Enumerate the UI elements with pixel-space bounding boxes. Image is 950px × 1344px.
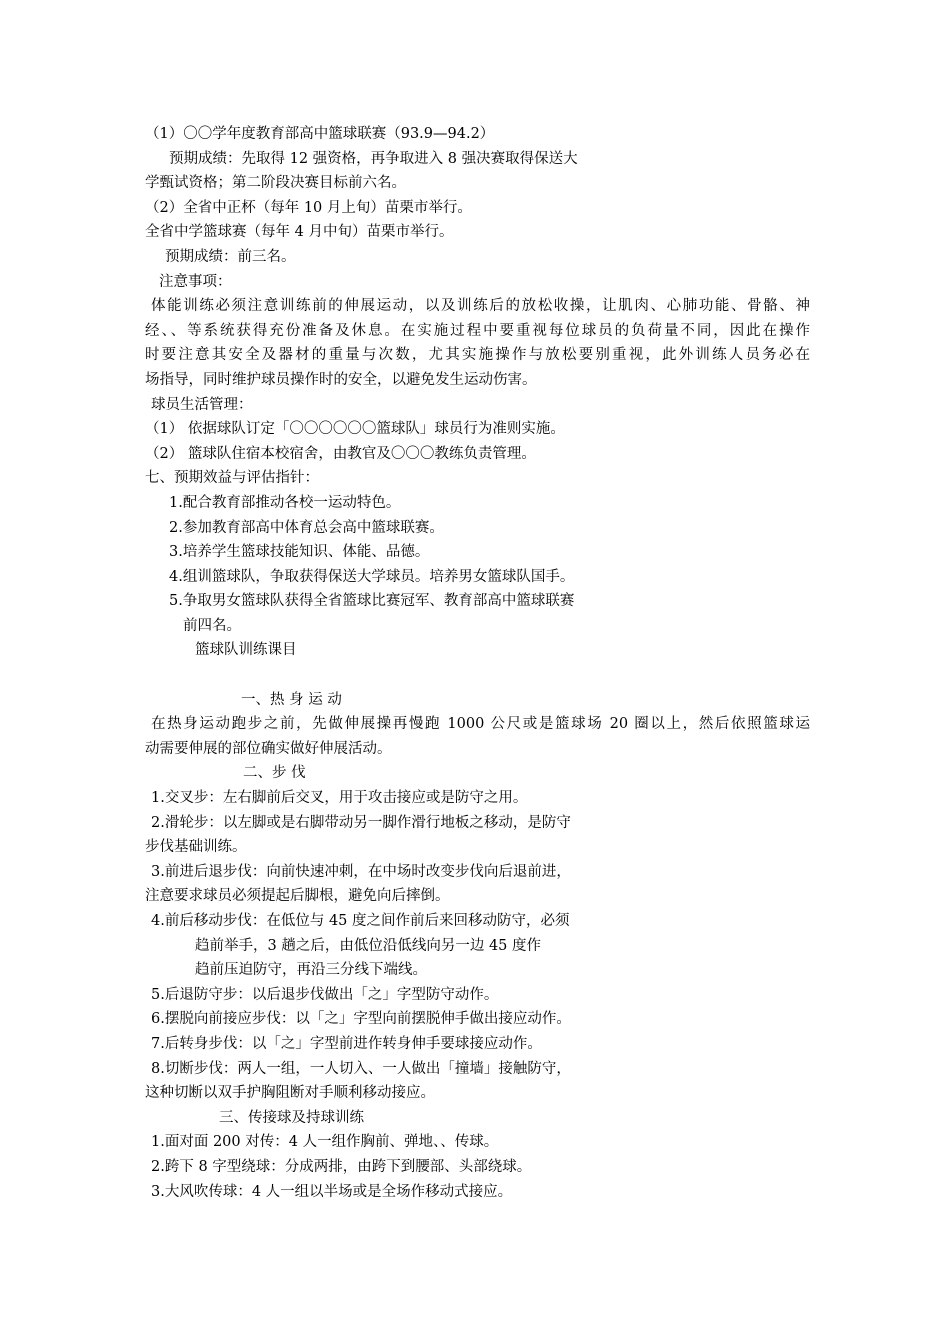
text-line: 经、、等系统获得充份准备及休息。在实施过程中要重视每位球员的负荷量不同，因此在操作 — [145, 322, 810, 339]
list-item: 5.争取男女篮球队获得全省篮球比赛冠军、教育部高中篮球联赛 — [169, 593, 575, 610]
list-item: 1.交叉步：左右脚前后交叉，用于攻击接应或是防守之用。 — [151, 790, 528, 807]
text-line: 步伐基础训练。 — [145, 839, 247, 856]
text-line: 在热身运动跑步之前，先做伸展操再慢跑 1000 公尺或是篮球场 20 圈以上，然后依照篮球运 — [151, 716, 810, 733]
text-line: 注意要求球员必须提起后脚根，避免向后摔倒。 — [145, 888, 450, 905]
list-item: 3.培养学生篮球技能知识、体能、品德。 — [169, 544, 430, 561]
section-heading: 二、步 伐 — [243, 765, 306, 782]
list-item: 1.面对面 200 对传：4 人一组作胸前、弹地、、传球。 — [151, 1134, 499, 1151]
list-item: 2.跨下 8 字型绕球：分成两排，由跨下到腰部、头部绕球。 — [151, 1158, 532, 1175]
list-item: 1.配合教育部推动各校一运动特色。 — [169, 494, 401, 511]
text-line: 趋前举手，3 趟之后，由低位沿低线向另一边 45 度作 — [195, 937, 542, 954]
text-line: （1） 依据球队订定「〇〇〇〇〇〇篮球队」球员行为准则实施。 — [145, 421, 565, 438]
list-item: 7.后转身步伐：以「之」字型前进作转身伸手要球接应动作。 — [151, 1035, 542, 1052]
list-item: 2.滑轮步：以左脚或是右脚带动另一脚作滑行地板之移动，是防守 — [151, 814, 571, 831]
text-line: 学甄试资格；第二阶段决赛目标前六名。 — [145, 175, 406, 192]
list-item: 2.参加教育部高中体育总会高中篮球联赛。 — [169, 519, 444, 536]
list-item: 3.大风吹传球：4 人一组以半场或是全场作移动式接应。 — [151, 1183, 513, 1200]
section-heading: 一、热 身 运 动 — [241, 691, 342, 708]
text-line: 体能训练必须注意训练前的伸展运动，以及训练后的放松收操，让肌肉、心肺功能、骨骼、神 — [151, 298, 810, 315]
text-line: 场指导，同时维护球员操作时的安全，以避免发生运动伤害。 — [145, 371, 537, 388]
text-line: 这种切断以双手护胸阻断对手顺利移动接应。 — [145, 1085, 435, 1102]
text-line: （1）〇〇学年度教育部高中篮球联赛（93.9—94.2） — [145, 126, 495, 142]
text-line: 趋前压迫防守，再沿三分线下端线。 — [195, 962, 427, 979]
list-item: 6.摆脱向前接应步伐：以「之」字型向前摆脱伸手做出接应动作。 — [151, 1011, 571, 1028]
text-line: 预期成绩：先取得 12 强资格，再争取进入 8 强决赛取得保送大 — [169, 150, 578, 167]
list-item: 5.后退防守步：以后退步伐做出「之」字型防守动作。 — [151, 986, 499, 1003]
text-line: 预期成绩：前三名。 — [165, 248, 296, 265]
text-line: （2）全省中正杯（每年 10 月上旬）苗栗市举行。 — [145, 199, 472, 216]
section-heading: 三、传接球及持球训练 — [219, 1109, 364, 1126]
blank-line — [145, 663, 810, 688]
text-line: 动需要伸展的部位确实做好伸展活动。 — [145, 740, 392, 757]
list-item: 8.切断步伐：两人一组，一人切入、一人做出「撞墙」接触防守， — [151, 1060, 571, 1077]
document-subtitle: 篮球队训练课目 — [195, 642, 297, 659]
document-body — [145, 122, 810, 1204]
text-line: 球员生活管理： — [151, 396, 253, 413]
text-line: 全省中学篮球赛（每年 4 月中旬）苗栗市举行。 — [145, 224, 454, 241]
text-line: 时要注意其安全及器材的重量与次数，尤其实施操作与放松要别重视，此外训练人员务必在 — [145, 347, 810, 364]
text-line: 注意事项： — [159, 273, 232, 290]
list-item: 4.组训篮球队，争取获得保送大学球员。培养男女篮球队国手。 — [169, 568, 575, 585]
text-line: （2） 篮球队住宿本校宿舍，由教官及〇〇〇教练负责管理。 — [145, 445, 536, 462]
list-item: 3.前进后退步伐：向前快速冲刺，在中场时改变步伐向后退前进， — [151, 863, 571, 880]
section-heading: 七、预期效益与评估指针： — [145, 470, 319, 487]
list-item: 4.前后移动步伐：在低位与 45 度之间作前后来回移动防守，必须 — [151, 913, 570, 929]
text-line: 前四名。 — [183, 617, 241, 634]
